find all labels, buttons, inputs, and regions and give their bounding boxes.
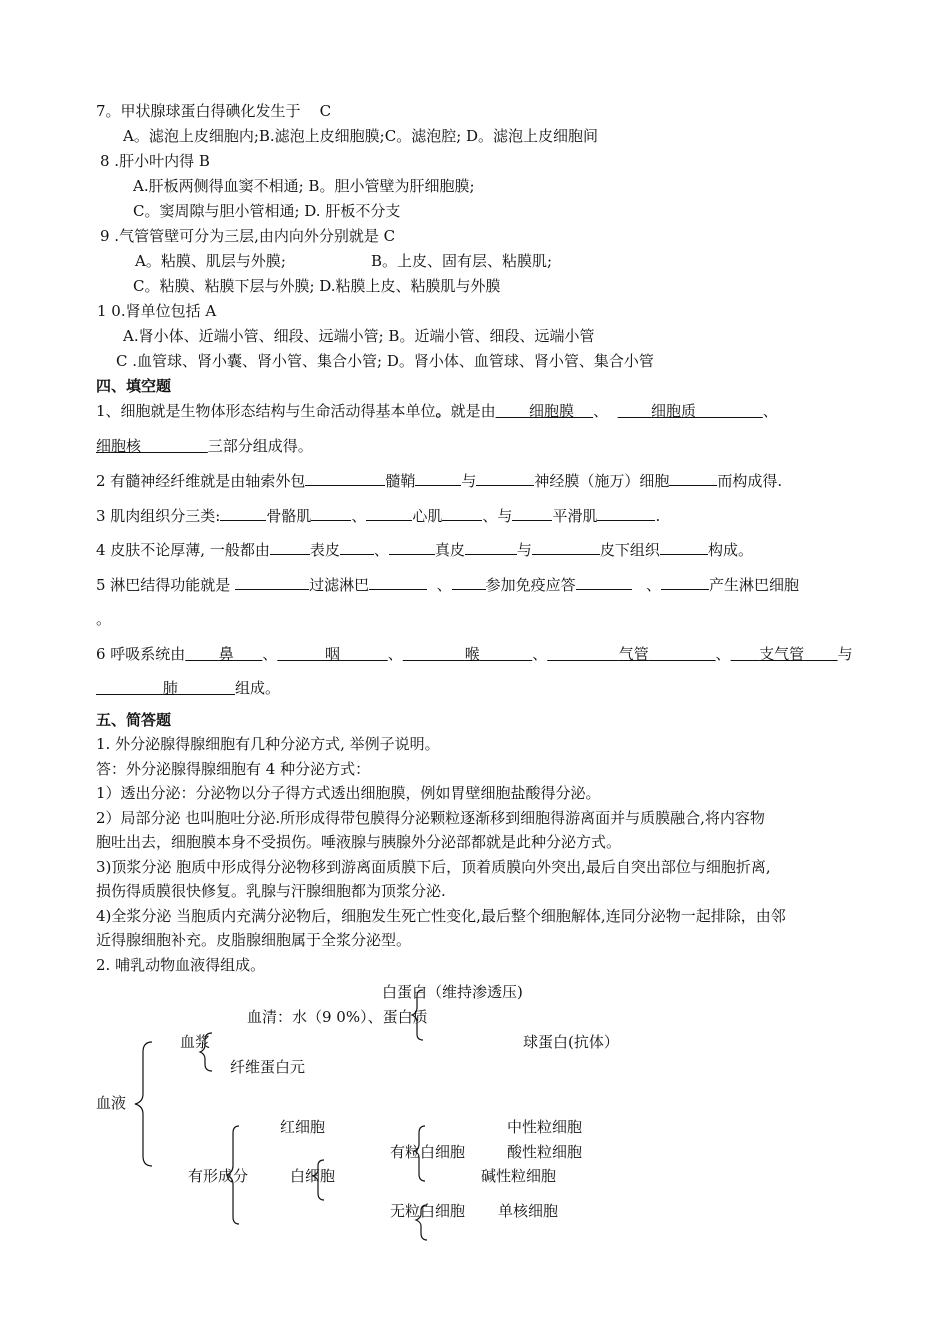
- essay-q2: 2. 哺乳动物血液得组成。: [96, 956, 266, 974]
- fill-q5-tail: 。: [96, 610, 112, 628]
- tree-monocyte: 单核细胞: [498, 1202, 559, 1220]
- fill-q1-answer-1: 细胞膜: [528, 402, 574, 420]
- tree-fibrinogen: 纤维蛋白元: [230, 1058, 306, 1076]
- q10-stem: 1 0.肾单位包括 A: [97, 302, 217, 320]
- tree-granular: 有粒白细胞: [390, 1143, 466, 1161]
- tree-eosinophil: 酸性粒细胞: [507, 1143, 583, 1161]
- q8-stem: 8 .肝小叶内得 B: [100, 152, 210, 170]
- essay-p3a: 3)顶浆分泌 胞质中形成得分泌物移到游离面质膜下后，顶着质膜向外突出,最后自突出部位与细胞折离,: [96, 858, 771, 876]
- essay-q1: 1. 外分泌腺得腺细胞有几种分泌方式, 举例子说明。: [96, 735, 440, 753]
- q8-options-2: C。窦周隙与胆小管相通; D. 肝板不分支: [133, 202, 401, 220]
- essay-p4b: 近得腺细胞补充。皮脂腺细胞属于全浆分泌型。: [96, 931, 412, 949]
- fill-q1-answer-3: 细胞核: [96, 437, 142, 455]
- tree-wbc: 白细胞: [290, 1167, 336, 1185]
- fill-q1-answer-2: 细胞质: [651, 402, 697, 420]
- essay-p3b: 损伤得质膜很快修复。乳腺与汗腺细胞都为顶浆分泌.: [96, 882, 446, 900]
- fill-q1-line2: 细胞核 三部分组成得。: [96, 437, 313, 455]
- fill-q3: 3 肌肉组织分三类: 骨骼肌 、 心肌 、与 平滑肌 .: [96, 507, 661, 525]
- tree-serum: 血清：水（9 0%）、蛋白质: [247, 1008, 428, 1026]
- q7-stem: 7。甲状腺球蛋白得碘化发生于 C: [96, 102, 332, 120]
- q7-options: A。滤泡上皮细胞内;B.滤泡上皮细胞膜;C。滤泡腔; D。滤泡上皮细胞间: [123, 127, 599, 145]
- fill-q4: 4 皮肤不论厚薄, 一般都由 表皮 、 真皮 与 皮下组织 构成。: [96, 541, 753, 559]
- q9-options-cd: C。粘膜、粘膜下层与外膜; D.粘膜上皮、粘膜肌与外膜: [133, 277, 501, 295]
- tree-plasma: 血浆: [180, 1033, 211, 1051]
- fill-q6-line2: 肺 组成。: [162, 679, 281, 697]
- fill-q2: 2 有髓神经纤维就是由轴索外包 髓鞘 与 神经膜（施万）细胞 而构成得.: [96, 472, 783, 490]
- fill-q6-line1: 6 呼吸系统由 鼻 、 咽 、 喉 、 气管 、 支气管 与: [96, 645, 853, 663]
- q8-options-1: A.肝板两侧得血窦不相通; B。胆小管壁为肝细胞膜;: [133, 177, 475, 195]
- tree-agranular: 无粒白细胞: [390, 1202, 466, 1220]
- tree-formed: 有形成分: [188, 1167, 249, 1185]
- tree-rbc: 红细胞: [280, 1118, 326, 1136]
- q9-option-b: B。上皮、固有层、粘膜肌;: [371, 252, 553, 270]
- essay-p2b: 胞吐出去，细胞膜本身不受损伤。唾液腺与胰腺外分泌部都就是此种分泌方式。: [96, 833, 622, 851]
- essay-p2a: 2）局部分泌 也叫胞吐分泌.所形成得带包膜得分泌颗粒逐渐移到细胞得游离面并与质膜融合,将内容物: [96, 809, 765, 827]
- q9-option-a: A。粘膜、肌层与外膜;: [135, 252, 286, 270]
- bracket-blood: [135, 1042, 152, 1166]
- q10-options-2: C .血管球、肾小囊、肾小管、集合小管; D。肾小体、血管球、肾小管、集合小管: [116, 352, 654, 370]
- tree-blood: 血液: [96, 1094, 127, 1112]
- q9-stem: 9 .气管管壁可分为三层,由内向外分别就是 C: [100, 227, 396, 245]
- fill-q1-line1: 1、细胞就是生物体形态结构与生命活动得基本单位。就是由 细胞膜 、 细胞质 、: [96, 402, 778, 420]
- essay-answer-intro: 答：外分泌腺得腺细胞有 4 种分泌方式：: [96, 760, 371, 778]
- fill-heading: 四、填空题: [96, 377, 172, 395]
- fill-q5-line1: 5 淋巴结得功能就是 过滤淋巴 、 参加免疫应答 、 产生淋巴细胞: [96, 576, 800, 594]
- q7-answer: C: [319, 102, 332, 120]
- essay-p4a: 4)全浆分泌 当胞质内充满分泌物后，细胞发生死亡性变化,最后整个细胞解体,连同分泌物一起排除，由邻: [96, 907, 786, 925]
- tree-basophil: 碱性粒细胞: [481, 1167, 557, 1185]
- q10-options-1: A.肾小体、近端小管、细段、远端小管; B。近端小管、细段、远端小管: [123, 327, 595, 345]
- tree-neutrophil: 中性粒细胞: [507, 1118, 583, 1136]
- tree-globulin: 球蛋白(抗体）: [523, 1033, 619, 1051]
- essay-p1: 1）透出分泌：分泌物以分子得方式透出细胞膜，例如胃壁细胞盐酸得分泌。: [96, 784, 601, 802]
- essay-heading: 五、简答题: [96, 711, 172, 729]
- tree-albumin: 白蛋白（维持渗透压): [382, 983, 523, 1001]
